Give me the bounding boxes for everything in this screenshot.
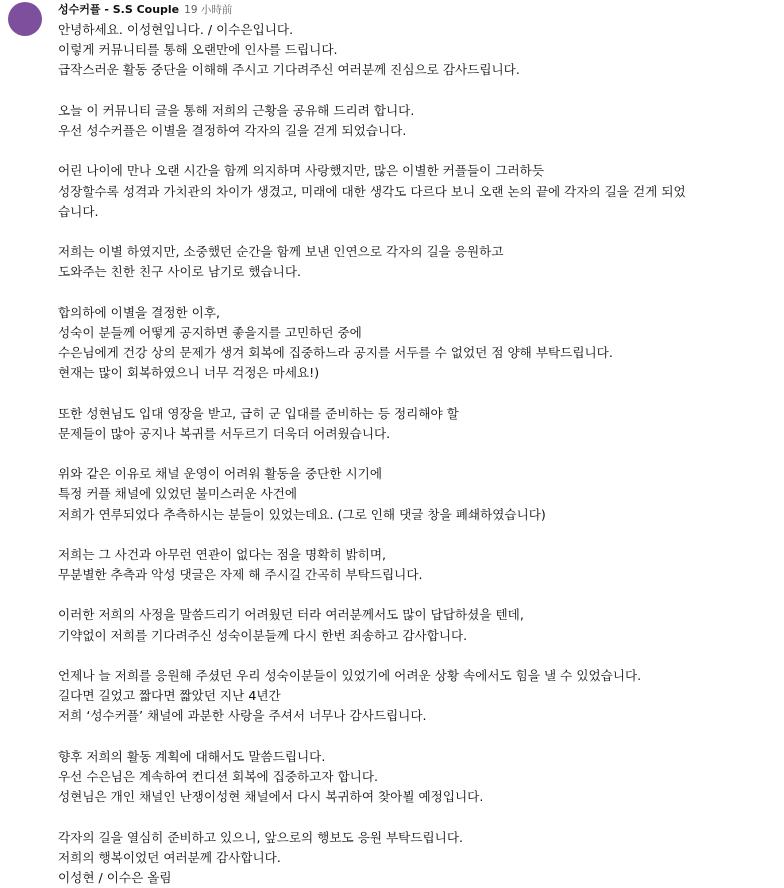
- post-text-line: 우선 수은님은 계속하여 컨디션 회복에 집중하고자 합니다.: [58, 768, 378, 784]
- post-text-line: 특정 커플 채널에 있었던 불미스러운 사건에: [58, 486, 297, 502]
- paragraph-gap: [58, 222, 778, 242]
- post-text-line: 합의하에 이별을 결정한 이후,: [58, 304, 220, 320]
- post-text-line: 도와주는 친한 친구 사이로 남기로 했습니다.: [58, 264, 301, 280]
- post-text-line: 무분별한 추측과 악성 댓글은 자제 해 주시길 간곡히 부탁드립니다.: [58, 567, 423, 583]
- channel-name-link[interactable]: 성수커플 - S.S Couple: [58, 3, 180, 16]
- post-text-line: 오늘 이 커뮤니티 글을 통해 저희의 근황을 공유해 드리려 합니다.: [58, 102, 415, 118]
- post-text-line: 이렇게 커뮤니티를 통해 오랜만에 인사를 드립니다.: [58, 42, 338, 58]
- post-text-line: 성장할수록 성격과 가치관의 차이가 생겼고, 미래에 대한 생각도 다르다 보니 오랜 논의 끝에 각자의 길을 걷게 되었: [58, 183, 686, 199]
- post-text-line: 위와 같은 이유로 채널 운영이 어려워 활동을 중단한 시기에: [58, 466, 382, 482]
- paragraph-gap: [58, 727, 778, 747]
- post-timestamp[interactable]: 19 小時前: [184, 4, 233, 16]
- post-text-line: 저희는 이별 하였지만, 소중했던 순간을 함께 보낸 인연으로 각자의 길을 응원하고: [58, 244, 504, 260]
- paragraph-gap: [58, 383, 778, 403]
- post-body: [58, 20, 778, 888]
- post-text-line: 습니다.: [58, 203, 99, 219]
- post-text-line: 저희의 행복이었던 여러분께 감사합니다.: [58, 849, 281, 865]
- post-text-line: 우선 성수커플은 이별을 결정하여 각자의 길을 걷게 되었습니다.: [58, 122, 407, 138]
- paragraph-gap: [58, 646, 778, 666]
- paragraph-gap: [58, 585, 778, 605]
- post-text-line: 또한 성현님도 입대 영장을 받고, 급히 군 입대를 준비하는 등 정리해야 할: [58, 405, 459, 421]
- post-text-line: 현재는 많이 회복하였으니 너무 걱정은 마세요!): [58, 365, 320, 381]
- post-text-line: 수은님에게 건강 상의 문제가 생겨 회복에 집중하느라 공지를 서두를 수 없었던 점 양해 부탁드립니다.: [58, 345, 613, 360]
- post-text-line: 기약없이 저희를 기다려주신 성숙이분들께 다시 한번 죄송하고 감사합니다.: [58, 627, 468, 643]
- post-text-line: 이러한 저희의 사정을 말씀드리기 어려웠던 터라 여러분께서도 많이 답답하셨을 텐데,: [58, 607, 524, 623]
- paragraph-gap: [58, 141, 778, 161]
- post-text-line: 성숙이 분들께 어떻게 공지하면 좋을지를 고민하던 중에: [58, 324, 362, 340]
- post-text-line: 문제들이 많아 공지나 복귀를 서두르기 더욱더 어려웠습니다.: [58, 425, 391, 441]
- post-text-line: 이성현 / 이수은 올림: [58, 869, 172, 885]
- paragraph-gap: [58, 444, 778, 464]
- post-header: [58, 0, 232, 16]
- post-text-line: 안녕하세요. 이성현입니다. / 이수은입니다.: [58, 22, 294, 37]
- paragraph-gap: [58, 81, 778, 101]
- post-text-line: 어린 나이에 만나 오랜 시간을 함께 의지하며 사랑했지만, 많은 이별한 커플들이 그러하듯: [58, 163, 544, 179]
- post-text-line: 향후 저희의 활동 계획에 대해서도 말씀드립니다.: [58, 748, 326, 764]
- post-text-line: 저희가 연루되었다 추측하시는 분들이 있었는데요. (그로 인해 댓글 창을 폐쇄하였습니다): [58, 506, 546, 522]
- post-text-line: 급작스러운 활동 중단을 이해해 주시고 기다려주신 여러분께 진심으로 감사드립니다.: [58, 62, 520, 78]
- channel-avatar[interactable]: [8, 2, 42, 36]
- post-text-line: 각자의 길을 열심히 준비하고 있으니, 앞으로의 행보도 응원 부탁드립니다.: [58, 829, 463, 845]
- paragraph-gap: [58, 807, 778, 827]
- paragraph-gap: [58, 525, 778, 545]
- post-text-line: 언제나 늘 저희를 응원해 주셨던 우리 성숙이분들이 있었기에 어려운 상황 속에서도 힘을 낼 수 있었습니다.: [58, 668, 642, 683]
- post-text-line: 성현님은 개인 채널인 난쟁이성현 채널에서 다시 복귀하여 찾아뵐 예정입니다.: [58, 789, 484, 805]
- post-text-line: 저희는 그 사건과 아무런 연관이 없다는 점을 명확히 밝히며,: [58, 546, 387, 562]
- post-text-line: 저희 ‘성수커플’ 채널에 과분한 사랑을 주셔서 너무나 감사드립니다.: [58, 708, 427, 724]
- paragraph-gap: [58, 282, 778, 302]
- post-text-line: 길다면 길었고 짧다면 짧았던 지난 4년간: [58, 688, 281, 704]
